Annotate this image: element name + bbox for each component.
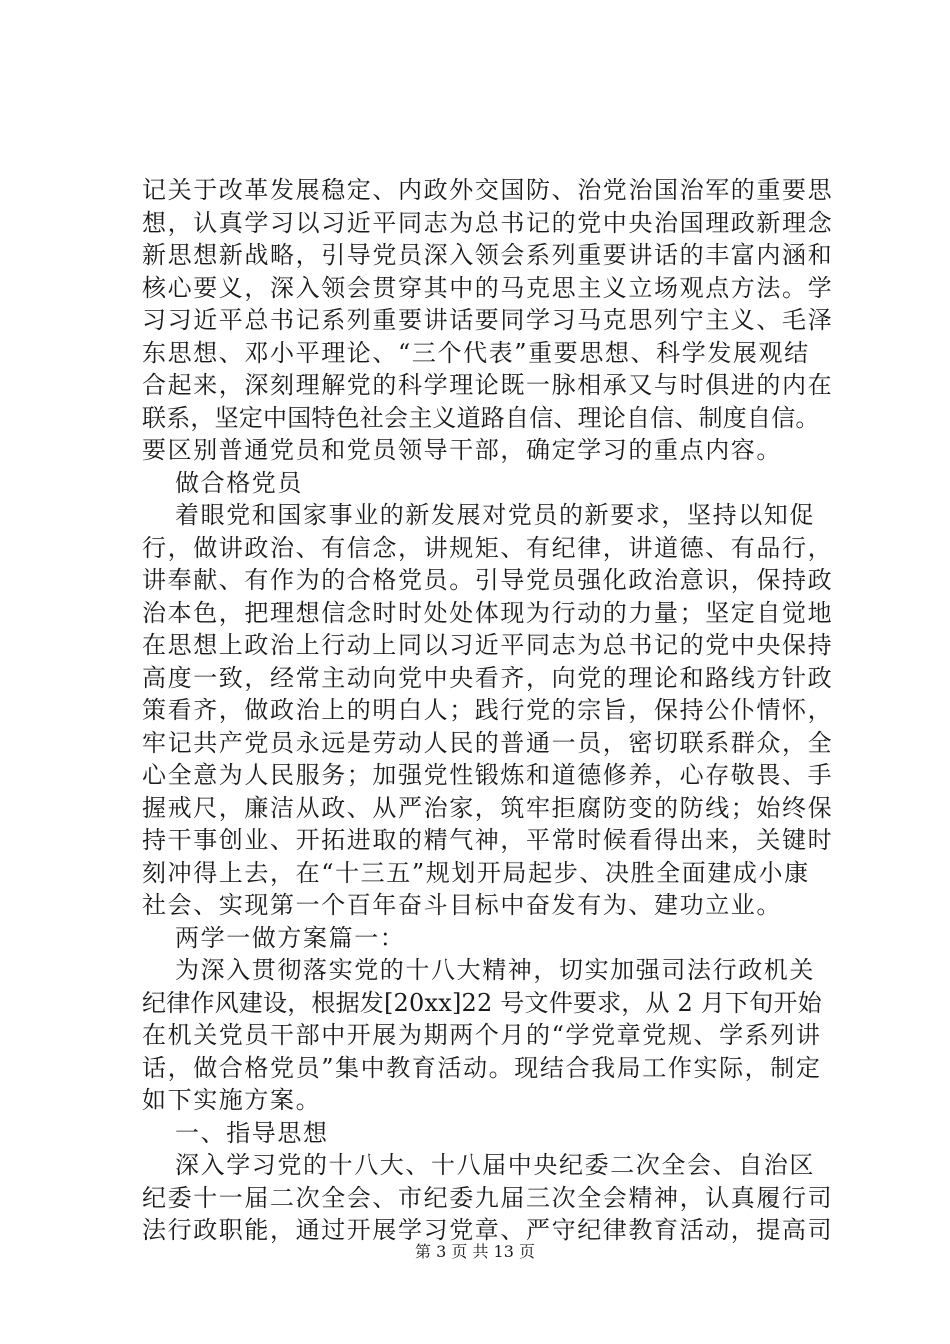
document-body <box>142 174 842 1247</box>
text-line: 行，做讲政治、有信念，讲规矩、有纪律，讲道德、有品行， <box>142 533 834 562</box>
text-line: 策看齐，做政治上的明白人；践行党的宗旨，保持公仆情怀， <box>142 696 834 724</box>
text-line: 在思想上政治上行动上同以习近平同志为总书记的党中央保持 <box>142 631 834 659</box>
text-line: 想，认真学习以习近平同志为总书记的党中央治国理政新理念 <box>142 208 834 237</box>
section-heading: 两学一做方案篇一： <box>175 923 406 952</box>
section-heading: 做合格党员 <box>175 468 303 497</box>
text-line: 新思想新战略，引导党员深入领会系列重要讲话的丰富内涵和 <box>142 241 834 269</box>
text-line: 话，做合格党员”集中教育活动。现结合我局工作实际，制定 <box>142 1053 822 1082</box>
text-line: 握戒尺，廉洁从政、从严治家，筑牢拒腐防变的防线；始终保 <box>142 793 834 822</box>
text-line: 要区别普通党员和党员领导干部，确定学习的重点内容。 <box>142 436 782 464</box>
paragraph-first-line: 着眼党和国家事业的新发展对党员的新要求，坚持以知促 <box>175 501 815 529</box>
text-line: 东思想、邓小平理论、“三个代表”重要思想、科学发展观结 <box>142 338 810 367</box>
text-line: 刻冲得上去，在“十三五”规划开局起步、决胜全面建成小康 <box>142 858 810 887</box>
text-line: 高度一致，经常主动向党中央看齐，向党的理论和路线方针政 <box>142 663 834 692</box>
text-line: 社会、实现第一个百年奋斗目标中奋发有为、建功立业。 <box>142 891 782 919</box>
text-line: 如下实施方案。 <box>142 1086 322 1114</box>
text-line: 记关于改革发展稳定、内政外交国防、治党治国治军的重要思 <box>142 176 834 204</box>
text-line: 核心要义，深入领会贯穿其中的马克思主义立场观点方法。学 <box>142 273 834 302</box>
text-line: 纪律作风建设，根据发[20xx]22 号文件要求，从 2 月下旬开始 <box>142 988 822 1017</box>
paragraph-first-line: 深入学习党的十八大、十八届中央纪委二次全会、自治区 <box>175 1151 815 1179</box>
text-line: 持干事创业、开拓进取的精气神，平常时候看得出来，关键时 <box>142 826 834 854</box>
paragraph-first-line: 为深入贯彻落实党的十八大精神，切实加强司法行政机关 <box>175 956 815 984</box>
text-line: 在机关党员干部中开展为期两个月的“学党章党规、学系列讲 <box>142 1021 822 1049</box>
page-number-footer: 第 3 页 共 13 页 <box>415 1242 535 1261</box>
text-line: 心全意为人民服务；加强党性锻炼和道德修养，心存敬畏、手 <box>142 761 834 789</box>
text-line: 法行政职能，通过开展学习党章、严守纪律教育活动，提高司 <box>142 1216 834 1244</box>
text-line: 联系，坚定中国特色社会主义道路自信、理论自信、制度自信。 <box>142 403 820 432</box>
text-line: 合起来，深刻理解党的科学理论既一脉相承又与时俱进的内在 <box>142 371 834 399</box>
text-line: 治本色，把理想信念时时处处体现为行动的力量；坚定自觉地 <box>142 598 834 627</box>
section-heading: 一、指导思想 <box>175 1118 329 1147</box>
text-line: 讲奉献、有作为的合格党员。引导党员强化政治意识，保持政 <box>142 566 834 594</box>
text-line: 牢记共产党员永远是劳动人民的普通一员，密切联系群众，全 <box>142 728 834 757</box>
text-line: 习习近平总书记系列重要讲话要同学习马克思列宁主义、毛泽 <box>142 306 834 334</box>
text-line: 纪委十一届二次全会、市纪委九届三次全会精神，认真履行司 <box>142 1183 834 1212</box>
